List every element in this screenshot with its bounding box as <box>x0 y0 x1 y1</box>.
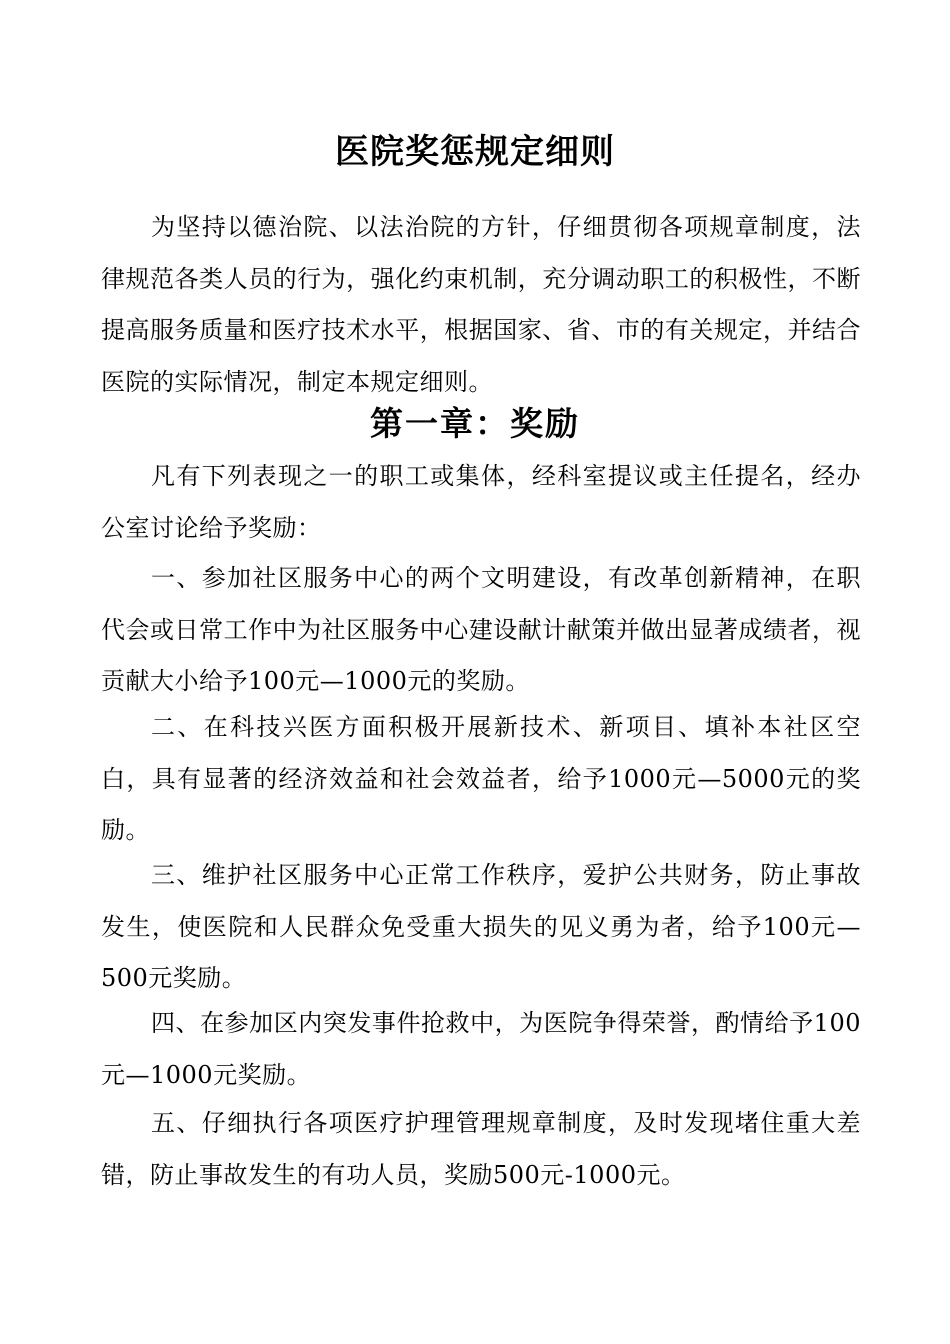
reward-item: 一、参加社区服务中心的两个文明建设，有改革创新精神，在职代会或日常工作中为社区服务中心建设献计献策并做出显著成绩者，视贡献大小给予100元—1000元的奖励。 <box>101 564 861 695</box>
reward-item: 二、在科技兴医方面积极开展新技术、新项目、填补本社区空白，具有显著的经济效益和社会效益者，给予1000元—5000元的奖励。 <box>101 713 861 844</box>
chapter-title: 第一章：奖励 <box>370 404 580 443</box>
reward-item: 三、维护社区服务中心正常工作秩序，爱护公共财务，防止事故发生，使医院和人民群众免受重大损失的见义勇为者，给予100元—500元奖励。 <box>101 861 861 992</box>
reward-item: 四、在参加区内突发事件抢救中，为医院争得荣誉，酌情给予100元—1000元奖励。 <box>101 1009 861 1089</box>
chapter-lead-paragraph: 凡有下列表现之一的职工或集体，经科室提议或主任提名，经办公室讨论给予奖励： <box>101 462 861 542</box>
document-title: 医院奖惩规定细则 <box>335 132 615 172</box>
reward-item: 五、仔细执行各项医疗护理管理规章制度，及时发现堵住重大差错，防止事故发生的有功人员，奖励500元-1000元。 <box>101 1109 861 1189</box>
intro-paragraph: 为坚持以德治院、以法治院的方针，仔细贯彻各项规章制度，法律规范各类人员的行为，强化约束机制，充分调动职工的积极性，不断提高服务质量和医疗技术水平，根据国家、省、市的有关规定，并结合医院的实际情况，制定本规定细则。 <box>101 213 861 396</box>
